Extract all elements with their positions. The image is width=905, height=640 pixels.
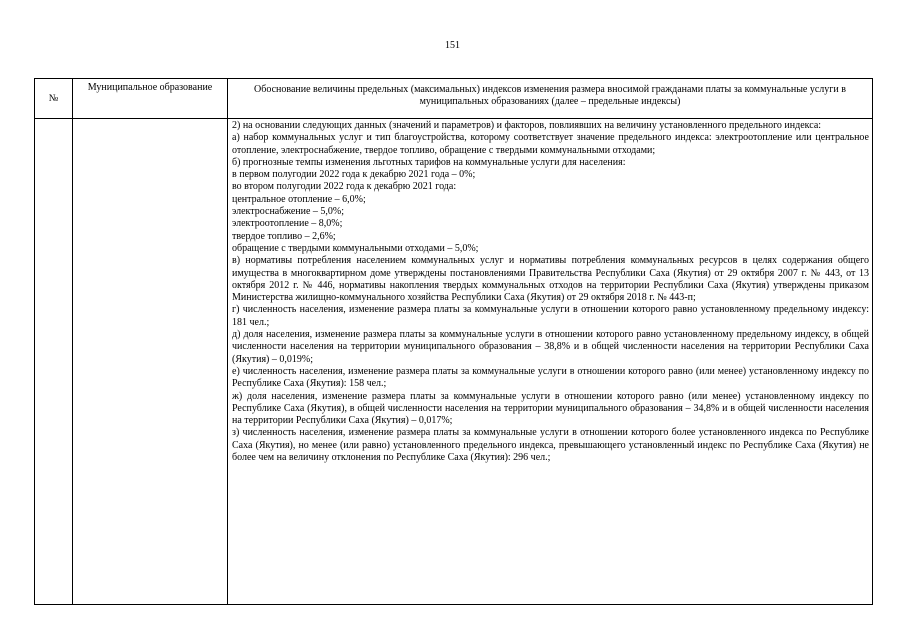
paragraph-second-half-2022: во втором полугодии 2022 года к декабрю 2021 года: xyxy=(232,181,457,193)
paragraph-solid-fuel: твердое топливо – 2,6%; xyxy=(232,230,336,242)
row-justification-cell xyxy=(228,119,873,605)
paragraph-d-population-share: д) доля населения, изменение размера платы за коммунальные услуги в отношении которого равно установленному предельному индексу, в общей численности населения на территории муниципального образования – 38,8% и в общей численности населения на территории Республики Саха (Якутия) – 0,019%; xyxy=(232,329,869,365)
paragraph-a-services-set: а) набор коммунальных услуг и тип благоустройства, которому соответствует значение предельного индекса: электроотопление или центральное отопление, электроснабжение, твердое топливо, обращение с твердыми коммунальными отходами; xyxy=(232,132,869,156)
paragraph-central-heating: центральное отопление – 6,0%; xyxy=(232,193,366,205)
header-number: № xyxy=(35,79,73,119)
header-municipality: Муниципальное образование xyxy=(73,79,228,119)
paragraph-e-population-count: е) численность населения, изменение размера платы за коммунальные услуги в отношении которого равно (или менее) установленному индексу по Республике Саха (Якутия): 158 чел.; xyxy=(232,365,869,390)
table-row xyxy=(35,119,873,605)
table-header-row xyxy=(35,79,873,119)
justification-table xyxy=(34,78,873,605)
page-number: 151 xyxy=(445,40,460,51)
paragraph-b-tariff-rates: б) прогнозные темпы изменения льготных тарифов на коммунальные услуги для населения: xyxy=(232,156,626,168)
row-municipality-cell xyxy=(73,119,228,605)
paragraph-first-half-2022: в первом полугодии 2022 года к декабрю 2021 года – 0%; xyxy=(232,169,476,181)
row-number-cell xyxy=(35,119,73,605)
paragraph-electric-heating: электроотопление – 8,0%; xyxy=(232,218,343,230)
paragraph-electricity: электроснабжение – 5,0%; xyxy=(232,206,345,218)
paragraph-v-consumption-norms: в) нормативы потребления населением коммунальных услуг и нормативы потребления коммунальных ресурсов в целях содержания общего имущества в многоквартирном доме утверждены постановлениями Правительства Республики Саха (Якутия) от 29 октября 2007 г. № 443, от 13 октября 2012 г. № 446, нормативы накопления твердых коммунальных отходов на территории Республики Саха (Якутия) утверждены приказом Министерства жилищно-коммунального хозяйства Республики Саха (Якутия) от 29 октября 2018 г. № 443-п; xyxy=(232,255,869,304)
paragraph-z-population-count: з) численность населения, изменение размера платы за коммунальные услуги в отношении которого более установленного индекса по Республике Саха (Якутия), но менее (или равно) установленного предельного индекса, превышающего установленный индекс по Республике Саха (Якутия) не более чем на величину отклонения по Республике Саха (Якутия): 296 чел.; xyxy=(232,427,869,464)
paragraph-g-population-count: г) численность населения, изменение размера платы за коммунальные услуги в отношении которого равно установленному предельному индексу: 181 чел.; xyxy=(232,304,869,328)
paragraph-zh-population-share: ж) доля населения, изменение размера платы за коммунальные услуги в отношении которого равно (или менее) установленному индексу по Республике Саха (Якутия), в общей численности населения на территории муниципального образования – 34,8% и в общей численности населения на территории Республики Саха (Якутия) – 0,017%; xyxy=(232,390,869,427)
paragraph-basis-intro: 2) на основании следующих данных (значений и параметров) и факторов, повлиявших на величину установленного предельного индекса: xyxy=(232,120,822,131)
paragraph-waste-handling: обращение с твердыми коммунальными отходами – 5,0%; xyxy=(232,242,479,254)
header-justification: Обоснование величины предельных (максимальных) индексов изменения размера вносимой гражданами платы за коммунальные услуги в муниципальных образованиях (далее – предельные индексы) xyxy=(228,79,873,119)
